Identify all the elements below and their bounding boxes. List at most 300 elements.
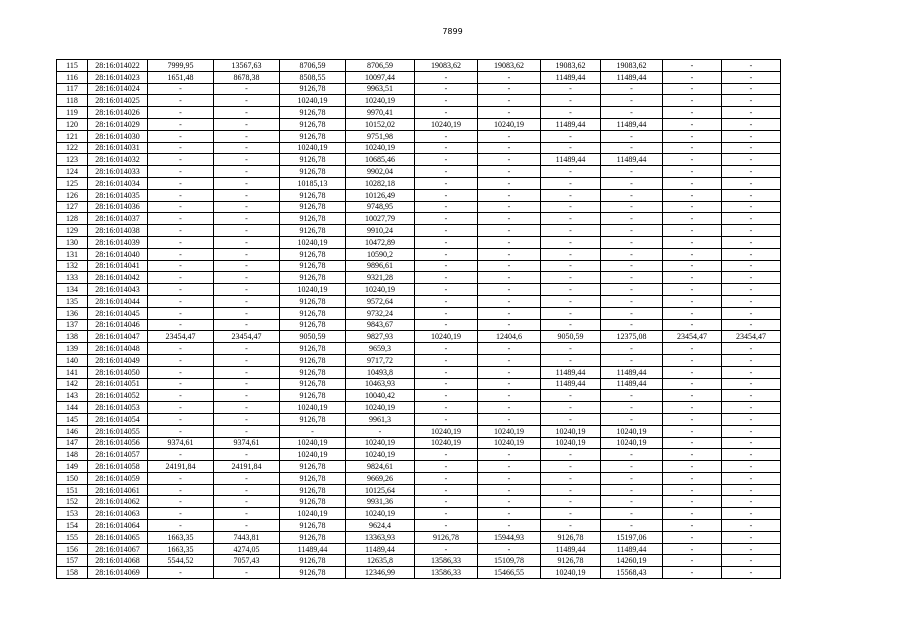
value-cell-4: 9321,28 xyxy=(346,272,415,284)
row-number-cell: 126 xyxy=(57,189,88,201)
value-cell-1: - xyxy=(148,130,214,142)
value-cell-1: 1663,35 xyxy=(148,543,214,555)
value-cell-9: - xyxy=(663,107,722,119)
table-row xyxy=(57,520,781,532)
value-cell-4: 9751,98 xyxy=(346,130,415,142)
row-number-cell: 158 xyxy=(57,567,88,579)
value-cell-5: - xyxy=(415,402,478,414)
value-cell-9: - xyxy=(663,508,722,520)
value-cell-9: - xyxy=(663,461,722,473)
value-cell-8: 11489,44 xyxy=(601,366,663,378)
row-number-cell: 150 xyxy=(57,472,88,484)
value-cell-2: - xyxy=(214,189,280,201)
value-cell-10: - xyxy=(722,107,781,119)
value-cell-9: - xyxy=(663,472,722,484)
value-cell-5: - xyxy=(415,83,478,95)
cadastral-number-cell: 28:16:014056 xyxy=(88,437,148,449)
value-cell-8: - xyxy=(601,343,663,355)
value-cell-10: - xyxy=(722,60,781,72)
value-cell-3: 9126,78 xyxy=(280,201,346,213)
value-cell-3: 9126,78 xyxy=(280,555,346,567)
value-cell-7: - xyxy=(541,472,601,484)
value-cell-4: 10282,18 xyxy=(346,177,415,189)
value-cell-8: 11489,44 xyxy=(601,71,663,83)
row-number-cell: 137 xyxy=(57,319,88,331)
value-cell-6: - xyxy=(478,177,541,189)
value-cell-1: - xyxy=(148,236,214,248)
value-cell-10: - xyxy=(722,307,781,319)
value-cell-1: - xyxy=(148,520,214,532)
value-cell-2: - xyxy=(214,142,280,154)
value-cell-7: - xyxy=(541,496,601,508)
value-cell-2: - xyxy=(214,343,280,355)
value-cell-9: - xyxy=(663,307,722,319)
row-number-cell: 151 xyxy=(57,484,88,496)
row-number-cell: 115 xyxy=(57,60,88,72)
value-cell-8: 10240,19 xyxy=(601,425,663,437)
value-cell-10: - xyxy=(722,461,781,473)
table-row xyxy=(57,543,781,555)
value-cell-9: - xyxy=(663,272,722,284)
value-cell-5: 10240,19 xyxy=(415,118,478,130)
value-cell-10: - xyxy=(722,319,781,331)
cadastral-number-cell: 28:16:014052 xyxy=(88,390,148,402)
value-cell-6: - xyxy=(478,319,541,331)
value-cell-8: - xyxy=(601,130,663,142)
value-cell-5: - xyxy=(415,225,478,237)
value-cell-3: 9126,78 xyxy=(280,118,346,130)
value-cell-9: - xyxy=(663,236,722,248)
value-cell-4: 10685,46 xyxy=(346,154,415,166)
value-cell-6: - xyxy=(478,472,541,484)
row-number-cell: 145 xyxy=(57,413,88,425)
value-cell-4: 9824,61 xyxy=(346,461,415,473)
value-cell-5: - xyxy=(415,413,478,425)
value-cell-1: 1651,48 xyxy=(148,71,214,83)
cadastral-number-cell: 28:16:014038 xyxy=(88,225,148,237)
value-cell-5: - xyxy=(415,343,478,355)
cadastral-number-cell: 28:16:014039 xyxy=(88,236,148,248)
cadastral-number-cell: 28:16:014063 xyxy=(88,508,148,520)
cadastral-number-cell: 28:16:014068 xyxy=(88,555,148,567)
value-cell-5: 9126,78 xyxy=(415,531,478,543)
value-cell-4: 10472,89 xyxy=(346,236,415,248)
value-cell-1: - xyxy=(148,449,214,461)
value-cell-10: - xyxy=(722,284,781,296)
value-cell-3: 9126,78 xyxy=(280,496,346,508)
cadastral-number-cell: 28:16:014057 xyxy=(88,449,148,461)
table-row xyxy=(57,272,781,284)
row-number-cell: 153 xyxy=(57,508,88,520)
value-cell-7: - xyxy=(541,484,601,496)
value-cell-9: 23454,47 xyxy=(663,331,722,343)
value-cell-9: - xyxy=(663,437,722,449)
value-cell-10: - xyxy=(722,366,781,378)
value-cell-2: - xyxy=(214,484,280,496)
table-row xyxy=(57,449,781,461)
table-row xyxy=(57,402,781,414)
value-cell-6: - xyxy=(478,520,541,532)
row-number-cell: 155 xyxy=(57,531,88,543)
value-cell-8: - xyxy=(601,177,663,189)
value-cell-3: 9126,78 xyxy=(280,366,346,378)
value-cell-8: - xyxy=(601,260,663,272)
value-cell-9: - xyxy=(663,248,722,260)
value-cell-4: 9931,36 xyxy=(346,496,415,508)
table-row xyxy=(57,201,781,213)
value-cell-6: 10240,19 xyxy=(478,118,541,130)
value-cell-2: - xyxy=(214,425,280,437)
value-cell-8: - xyxy=(601,95,663,107)
value-cell-8: - xyxy=(601,390,663,402)
value-cell-10: - xyxy=(722,295,781,307)
value-cell-6: - xyxy=(478,236,541,248)
value-cell-3: 9126,78 xyxy=(280,213,346,225)
value-cell-4: 12635,8 xyxy=(346,555,415,567)
value-cell-9: - xyxy=(663,543,722,555)
value-cell-9: - xyxy=(663,390,722,402)
cadastral-number-cell: 28:16:014030 xyxy=(88,130,148,142)
value-cell-4: 9827,93 xyxy=(346,331,415,343)
value-cell-6: - xyxy=(478,189,541,201)
table-row xyxy=(57,508,781,520)
value-cell-5: - xyxy=(415,449,478,461)
value-cell-9: - xyxy=(663,402,722,414)
value-cell-10: - xyxy=(722,225,781,237)
value-cell-10: - xyxy=(722,413,781,425)
value-cell-9: - xyxy=(663,496,722,508)
value-cell-2: 8678,38 xyxy=(214,71,280,83)
value-cell-6: - xyxy=(478,402,541,414)
value-cell-10: - xyxy=(722,142,781,154)
table-row xyxy=(57,284,781,296)
value-cell-4: 10240,19 xyxy=(346,402,415,414)
value-cell-4: 9717,72 xyxy=(346,354,415,366)
table-row xyxy=(57,83,781,95)
value-cell-1: - xyxy=(148,213,214,225)
value-cell-8: - xyxy=(601,213,663,225)
cadastral-number-cell: 28:16:014044 xyxy=(88,295,148,307)
value-cell-9: - xyxy=(663,201,722,213)
value-cell-8: - xyxy=(601,319,663,331)
value-cell-4: 10240,19 xyxy=(346,95,415,107)
row-number-cell: 136 xyxy=(57,307,88,319)
value-cell-4: 9970,41 xyxy=(346,107,415,119)
value-cell-6: 10240,19 xyxy=(478,425,541,437)
value-cell-2: 7057,43 xyxy=(214,555,280,567)
value-cell-2: - xyxy=(214,390,280,402)
value-cell-9: - xyxy=(663,413,722,425)
value-cell-9: - xyxy=(663,449,722,461)
value-cell-1: - xyxy=(148,225,214,237)
value-cell-10: - xyxy=(722,83,781,95)
value-cell-9: - xyxy=(663,295,722,307)
row-number-cell: 121 xyxy=(57,130,88,142)
table-row xyxy=(57,378,781,390)
value-cell-10: - xyxy=(722,177,781,189)
cadastral-number-cell: 28:16:014059 xyxy=(88,472,148,484)
value-cell-1: - xyxy=(148,284,214,296)
value-cell-5: - xyxy=(415,260,478,272)
value-cell-4: 10125,64 xyxy=(346,484,415,496)
value-cell-5: - xyxy=(415,508,478,520)
table-row xyxy=(57,496,781,508)
value-cell-5: - xyxy=(415,213,478,225)
cadastral-number-cell: 28:16:014061 xyxy=(88,484,148,496)
value-cell-5: - xyxy=(415,71,478,83)
cadastral-number-cell: 28:16:014042 xyxy=(88,272,148,284)
cadastral-number-cell: 28:16:014049 xyxy=(88,354,148,366)
value-cell-9: - xyxy=(663,225,722,237)
value-cell-4: 9896,61 xyxy=(346,260,415,272)
value-cell-5: - xyxy=(415,520,478,532)
value-cell-6: - xyxy=(478,83,541,95)
value-cell-9: - xyxy=(663,142,722,154)
cadastral-number-cell: 28:16:014029 xyxy=(88,118,148,130)
value-cell-3: 9126,78 xyxy=(280,390,346,402)
value-cell-10: - xyxy=(722,343,781,355)
value-cell-2: - xyxy=(214,177,280,189)
table-body xyxy=(57,60,781,579)
value-cell-8: - xyxy=(601,307,663,319)
cadastral-number-cell: 28:16:014024 xyxy=(88,83,148,95)
value-cell-3: 9126,78 xyxy=(280,567,346,579)
value-cell-4: 10463,93 xyxy=(346,378,415,390)
row-number-cell: 156 xyxy=(57,543,88,555)
value-cell-1: 5544,52 xyxy=(148,555,214,567)
value-cell-9: - xyxy=(663,130,722,142)
value-cell-9: - xyxy=(663,83,722,95)
value-cell-10: - xyxy=(722,95,781,107)
value-cell-5: - xyxy=(415,390,478,402)
value-cell-5: - xyxy=(415,130,478,142)
value-cell-9: - xyxy=(663,213,722,225)
value-cell-9: - xyxy=(663,71,722,83)
value-cell-2: - xyxy=(214,354,280,366)
value-cell-2: 13567,63 xyxy=(214,60,280,72)
value-cell-4: 10126,49 xyxy=(346,189,415,201)
table-row xyxy=(57,60,781,72)
value-cell-6: - xyxy=(478,142,541,154)
value-cell-3: 9126,78 xyxy=(280,319,346,331)
table-row xyxy=(57,461,781,473)
row-number-cell: 129 xyxy=(57,225,88,237)
value-cell-7: 11489,44 xyxy=(541,378,601,390)
cadastral-number-cell: 28:16:014048 xyxy=(88,343,148,355)
value-cell-2: - xyxy=(214,496,280,508)
value-cell-10: - xyxy=(722,236,781,248)
cadastral-number-cell: 28:16:014022 xyxy=(88,60,148,72)
value-cell-3: 9126,78 xyxy=(280,166,346,178)
value-cell-6: - xyxy=(478,107,541,119)
value-cell-2: - xyxy=(214,260,280,272)
cadastral-number-cell: 28:16:014040 xyxy=(88,248,148,260)
value-cell-1: - xyxy=(148,118,214,130)
value-cell-5: - xyxy=(415,307,478,319)
value-cell-7: - xyxy=(541,307,601,319)
value-cell-8: - xyxy=(601,449,663,461)
value-cell-6: - xyxy=(478,543,541,555)
value-cell-8: - xyxy=(601,189,663,201)
table-row xyxy=(57,236,781,248)
value-cell-1: - xyxy=(148,260,214,272)
value-cell-4: 10097,44 xyxy=(346,71,415,83)
cadastral-number-cell: 28:16:014032 xyxy=(88,154,148,166)
value-cell-4: 9624,4 xyxy=(346,520,415,532)
table-row xyxy=(57,71,781,83)
value-cell-5: - xyxy=(415,543,478,555)
value-cell-1: - xyxy=(148,272,214,284)
cadastral-number-cell: 28:16:014043 xyxy=(88,284,148,296)
row-number-cell: 146 xyxy=(57,425,88,437)
value-cell-6: - xyxy=(478,366,541,378)
value-cell-4: 11489,44 xyxy=(346,543,415,555)
row-number-cell: 120 xyxy=(57,118,88,130)
cadastral-number-cell: 28:16:014065 xyxy=(88,531,148,543)
value-cell-9: - xyxy=(663,366,722,378)
cadastral-number-cell: 28:16:014026 xyxy=(88,107,148,119)
value-cell-8: - xyxy=(601,201,663,213)
value-cell-10: - xyxy=(722,166,781,178)
value-cell-7: - xyxy=(541,354,601,366)
value-cell-7: 11489,44 xyxy=(541,543,601,555)
value-cell-3: 9126,78 xyxy=(280,378,346,390)
row-number-cell: 122 xyxy=(57,142,88,154)
cadastral-number-cell: 28:16:014023 xyxy=(88,71,148,83)
value-cell-5: - xyxy=(415,484,478,496)
value-cell-1: - xyxy=(148,484,214,496)
value-cell-7: - xyxy=(541,189,601,201)
value-cell-10: - xyxy=(722,390,781,402)
value-cell-8: - xyxy=(601,225,663,237)
value-cell-7: 10240,19 xyxy=(541,437,601,449)
row-number-cell: 140 xyxy=(57,354,88,366)
cadastral-number-cell: 28:16:014035 xyxy=(88,189,148,201)
value-cell-9: - xyxy=(663,284,722,296)
value-cell-10: - xyxy=(722,378,781,390)
value-cell-6: - xyxy=(478,154,541,166)
value-cell-6: - xyxy=(478,378,541,390)
value-cell-3: 9126,78 xyxy=(280,107,346,119)
value-cell-10: 23454,47 xyxy=(722,331,781,343)
value-cell-8: 15197,06 xyxy=(601,531,663,543)
value-cell-9: - xyxy=(663,531,722,543)
value-cell-9: - xyxy=(663,555,722,567)
value-cell-4: 10152,02 xyxy=(346,118,415,130)
value-cell-5: - xyxy=(415,295,478,307)
value-cell-8: - xyxy=(601,295,663,307)
value-cell-5: - xyxy=(415,177,478,189)
value-cell-4: 9748,95 xyxy=(346,201,415,213)
value-cell-1: 9374,61 xyxy=(148,437,214,449)
value-cell-7: 10240,19 xyxy=(541,567,601,579)
value-cell-10: - xyxy=(722,555,781,567)
value-cell-7: - xyxy=(541,177,601,189)
row-number-cell: 123 xyxy=(57,154,88,166)
value-cell-4: 12346,99 xyxy=(346,567,415,579)
value-cell-3: 11489,44 xyxy=(280,543,346,555)
table-row xyxy=(57,390,781,402)
value-cell-5: - xyxy=(415,496,478,508)
value-cell-10: - xyxy=(722,201,781,213)
row-number-cell: 130 xyxy=(57,236,88,248)
cadastral-number-cell: 28:16:014058 xyxy=(88,461,148,473)
value-cell-7: - xyxy=(541,402,601,414)
value-cell-8: 11489,44 xyxy=(601,154,663,166)
value-cell-10: - xyxy=(722,543,781,555)
value-cell-9: - xyxy=(663,343,722,355)
value-cell-7: - xyxy=(541,213,601,225)
value-cell-3: - xyxy=(280,425,346,437)
value-cell-1: - xyxy=(148,378,214,390)
value-cell-9: - xyxy=(663,189,722,201)
value-cell-4: 10493,8 xyxy=(346,366,415,378)
value-cell-5: - xyxy=(415,461,478,473)
value-cell-2: - xyxy=(214,567,280,579)
value-cell-9: - xyxy=(663,354,722,366)
value-cell-1: - xyxy=(148,343,214,355)
value-cell-8: 10240,19 xyxy=(601,437,663,449)
data-table xyxy=(56,59,781,579)
table-row xyxy=(57,484,781,496)
value-cell-8: 11489,44 xyxy=(601,118,663,130)
row-number-cell: 119 xyxy=(57,107,88,119)
value-cell-6: - xyxy=(478,130,541,142)
value-cell-7: - xyxy=(541,284,601,296)
value-cell-8: - xyxy=(601,354,663,366)
value-cell-6: 19083,62 xyxy=(478,60,541,72)
value-cell-4: 9961,3 xyxy=(346,413,415,425)
value-cell-3: 9126,78 xyxy=(280,484,346,496)
row-number-cell: 148 xyxy=(57,449,88,461)
value-cell-10: - xyxy=(722,189,781,201)
value-cell-7: - xyxy=(541,319,601,331)
row-number-cell: 149 xyxy=(57,461,88,473)
value-cell-3: 9126,78 xyxy=(280,472,346,484)
value-cell-3: 8508,55 xyxy=(280,71,346,83)
value-cell-8: - xyxy=(601,248,663,260)
value-cell-7: - xyxy=(541,461,601,473)
cadastral-number-cell: 28:16:014051 xyxy=(88,378,148,390)
value-cell-4: 10040,42 xyxy=(346,390,415,402)
value-cell-2: - xyxy=(214,83,280,95)
value-cell-3: 10240,19 xyxy=(280,95,346,107)
value-cell-4: 9902,04 xyxy=(346,166,415,178)
value-cell-6: - xyxy=(478,484,541,496)
value-cell-7: 9126,78 xyxy=(541,531,601,543)
value-cell-2: 4274,05 xyxy=(214,543,280,555)
value-cell-7: - xyxy=(541,508,601,520)
value-cell-10: - xyxy=(722,508,781,520)
value-cell-6: - xyxy=(478,307,541,319)
value-cell-3: 9126,78 xyxy=(280,225,346,237)
value-cell-3: 9126,78 xyxy=(280,343,346,355)
value-cell-10: - xyxy=(722,213,781,225)
value-cell-8: - xyxy=(601,461,663,473)
value-cell-1: 23454,47 xyxy=(148,331,214,343)
value-cell-10: - xyxy=(722,130,781,142)
value-cell-5: 10240,19 xyxy=(415,425,478,437)
value-cell-7: 11489,44 xyxy=(541,118,601,130)
value-cell-10: - xyxy=(722,154,781,166)
value-cell-5: 10240,19 xyxy=(415,437,478,449)
value-cell-10: - xyxy=(722,484,781,496)
value-cell-2: - xyxy=(214,166,280,178)
value-cell-2: - xyxy=(214,213,280,225)
value-cell-9: - xyxy=(663,425,722,437)
value-cell-3: 10240,19 xyxy=(280,508,346,520)
table-row xyxy=(57,154,781,166)
